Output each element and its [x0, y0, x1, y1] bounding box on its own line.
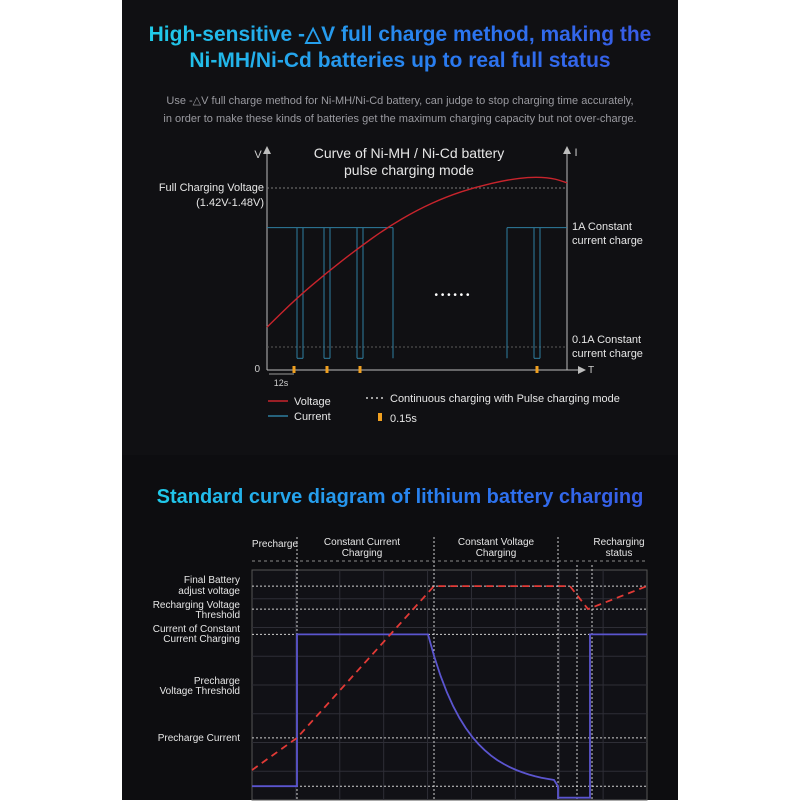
lithium-heading: [122, 484, 678, 510]
legend-current-label: Current: [294, 411, 331, 423]
full-voltage-label-line2: (1.42V-1.48V): [196, 197, 264, 209]
phase-recharge-line2: status: [605, 548, 633, 559]
legend-continuous-label: Continuous charging with Pulse charging mode: [390, 393, 620, 405]
lithium-heading-text: Standard curve diagram of lithium battery charging: [122, 484, 678, 510]
label-cc-current-line1: Current of Constant: [152, 624, 240, 635]
chart1-v-arrow: [263, 146, 271, 154]
phase-cv-line2: Charging: [475, 548, 517, 559]
nimh-description-line2: in order to make these kinds of batteries get the maximum charging capacity but not over-charge.: [163, 113, 637, 125]
label-recharge-threshold-line2: Threshold: [195, 610, 240, 621]
nimh-description: [132, 92, 668, 128]
phase-cc-line1: Constant Current: [323, 537, 401, 548]
low-current-label-line1: 0.1A Constant: [572, 334, 642, 346]
label-final-voltage-line2: adjust voltage: [178, 586, 240, 597]
label-precharge-threshold-line1: Precharge: [193, 676, 240, 687]
lithium-charging-chart: [122, 525, 678, 810]
phase-cc-line2: Charging: [341, 548, 383, 559]
label-precharge-threshold-line2: Voltage Threshold: [159, 686, 240, 697]
legend-pulse-swatch: [378, 413, 382, 421]
pulse-marker-1: [293, 366, 296, 373]
chart1-zero-label: 0: [254, 364, 260, 375]
chart1-title-line2: pulse charging mode: [344, 162, 474, 178]
nimh-description-line1: Use -△V full charge method for Ni-MH/Ni-Cd battery, can judge to stop charging time accurately,: [166, 95, 634, 107]
nimh-heading: [122, 22, 678, 74]
nimh-pulse-chart: [122, 140, 678, 440]
label-precharge-current: Precharge Current: [157, 733, 240, 744]
phase-cv-line1: Constant Voltage: [457, 537, 535, 548]
phase-recharge-line1: Recharging: [593, 537, 645, 548]
voltage-curve: [267, 177, 567, 327]
continuation-dots: • • • • • •: [434, 290, 470, 301]
full-voltage-label-line1: Full Charging Voltage: [158, 182, 264, 194]
chart1-y2label: I: [574, 147, 578, 159]
high-current-label-line2: current charge: [572, 235, 643, 247]
pulse-marker-3: [359, 366, 362, 373]
nimh-panel: [122, 0, 678, 455]
label-recharge-threshold-line1: Recharging Voltage: [152, 600, 240, 611]
pulse-marker-4: [536, 366, 539, 373]
label-cc-current-line2: Current Charging: [163, 634, 240, 645]
x-unit-label: 12s: [273, 378, 289, 388]
low-current-label-line2: current charge: [572, 348, 643, 360]
legend-voltage-label: Voltage: [294, 396, 331, 408]
chart1-i-arrow: [563, 146, 571, 154]
chart1-title-line1: Curve of Ni-MH / Ni-Cd battery: [313, 145, 505, 161]
high-current-label-line1: 1A Constant: [572, 221, 632, 233]
nimh-heading-line2: Ni-MH/Ni-Cd batteries up to real full status: [122, 48, 678, 74]
label-final-voltage-line1: Final Battery: [183, 575, 240, 586]
chart1-t-arrow: [578, 366, 586, 374]
phase-precharge: Precharge: [251, 539, 299, 550]
pulse-marker-2: [326, 366, 329, 373]
chart1-ylabel: V: [254, 149, 262, 161]
current-waveform: [267, 228, 567, 359]
lithium-panel: [122, 455, 678, 800]
nimh-heading-line1: High-sensitive -△V full charge method, making the: [122, 22, 678, 48]
legend-pulse-label: 0.15s: [390, 413, 417, 425]
chart1-xlabel: T: [588, 365, 595, 376]
